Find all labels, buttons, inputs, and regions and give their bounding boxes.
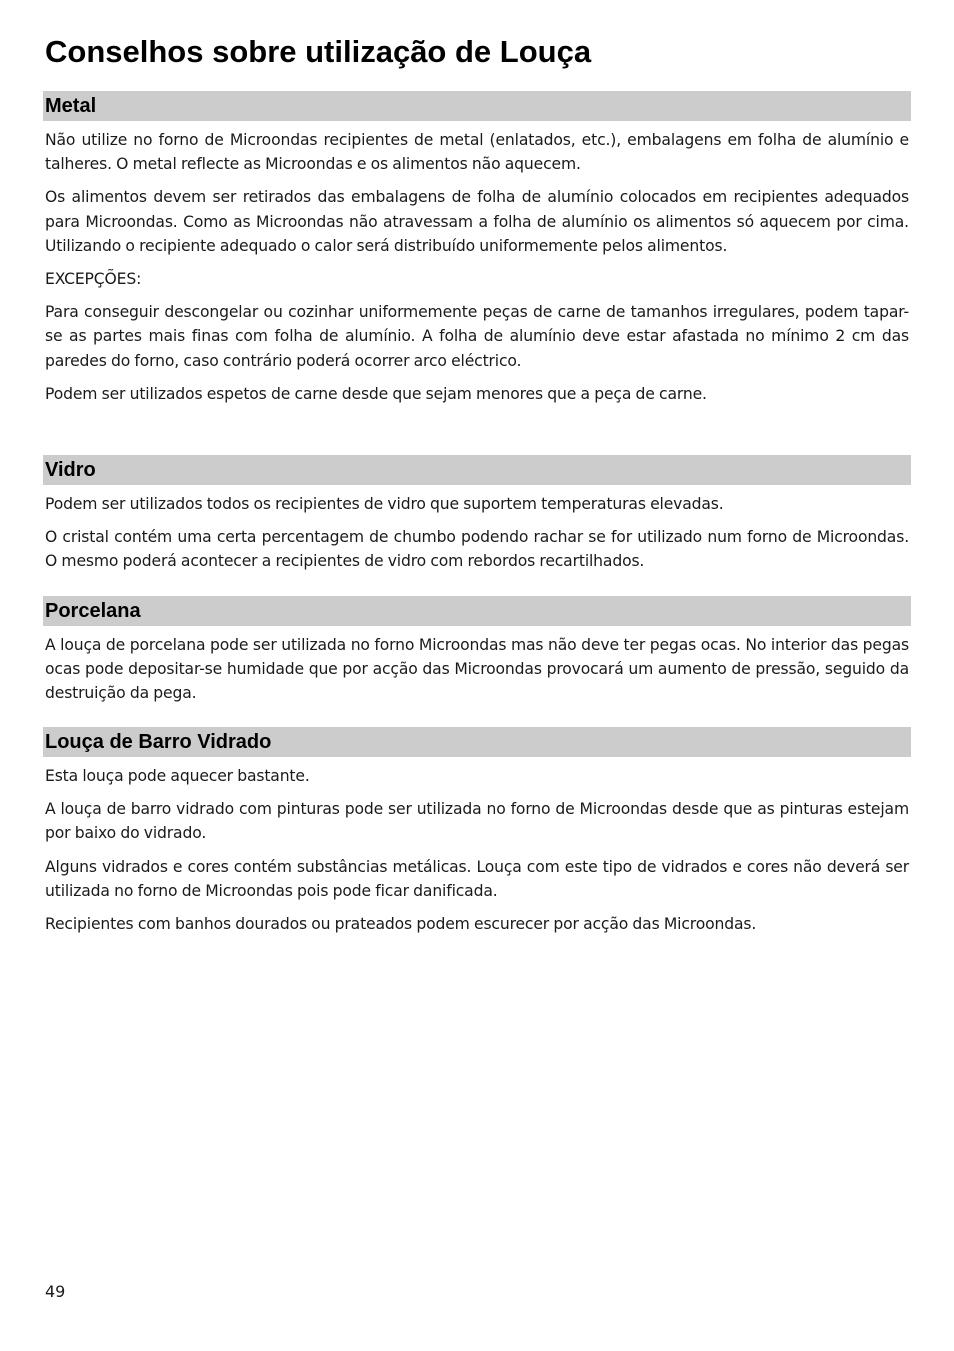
paragraph: Não utilize no forno de Microondas recipientes de metal (enlatados, etc.), embalagens em folha de alumínio e talheres. O metal reflecte as Microondas e os alimentos não aquecem. <box>45 131 909 174</box>
section-heading: Vidro <box>43 455 911 485</box>
page-title: Conselhos sobre utilização de Louça <box>45 34 592 69</box>
paragraph: Podem ser utilizados todos os recipientes de vidro que suportem temperaturas elevadas. <box>45 495 724 513</box>
section-porcelana <box>45 596 909 706</box>
paragraph: Recipientes com banhos dourados ou prateados podem escurecer por acção das Microondas. <box>45 915 757 934</box>
paragraph: EXCEPÇÕES: <box>45 270 142 289</box>
paragraph: A louça de porcelana pode ser utilizada no forno Microondas mas não deve ter pegas ocas. No interior das pegas ocas pode depositar-se humidade que por acção das Microondas provocará um aumento de pressão, seguido da destruição da pega. <box>45 636 909 703</box>
section-heading: Metal <box>43 91 911 121</box>
section-metal <box>45 91 909 406</box>
paragraph: Esta louça pode aquecer bastante. <box>45 767 310 785</box>
section-vidro <box>45 455 909 574</box>
section-heading: Porcelana <box>43 596 911 626</box>
section-heading: Louça de Barro Vidrado <box>43 727 911 757</box>
paragraph: A louça de barro vidrado com pinturas pode ser utilizada no forno de Microondas desde que as pinturas estejam por baixo do vidrado. <box>45 800 909 843</box>
paragraph: Podem ser utilizados espetos de carne desde que sejam menores que a peça de carne. <box>45 384 707 403</box>
paragraph: Alguns vidrados e cores contém substâncias metálicas. Louça com este tipo de vidrados e cores não deverá ser utilizada no forno de Microondas pois pode ficar danificada. <box>45 857 909 900</box>
section-louca-barro-vidrado <box>45 727 909 936</box>
paragraph: O cristal contém uma certa percentagem de chumbo podendo rachar se for utilizado num forno de Microondas. O mesmo poderá acontecer a recipientes de vidro com rebordos recartilhados. <box>45 528 909 571</box>
page-number: 49 <box>45 1282 66 1301</box>
paragraph: Os alimentos devem ser retirados das embalagens de folha de alumínio colocados em recipientes adequados para Microondas. Como as Microondas não atravessam a folha de alumínio os alimentos só aquecem por cima. Utilizando o recipiente adequado o calor será distribuído uniformemente pelos alimentos. <box>45 188 909 255</box>
paragraph: Para conseguir descongelar ou cozinhar uniformemente peças de carne de tamanhos irregulares, podem tapar-se as partes mais finas com folha de alumínio. A folha de alumínio deve estar afastada no mínimo 2 cm das paredes do forno, caso contrário poderá ocorrer arco eléctrico. <box>45 303 909 370</box>
